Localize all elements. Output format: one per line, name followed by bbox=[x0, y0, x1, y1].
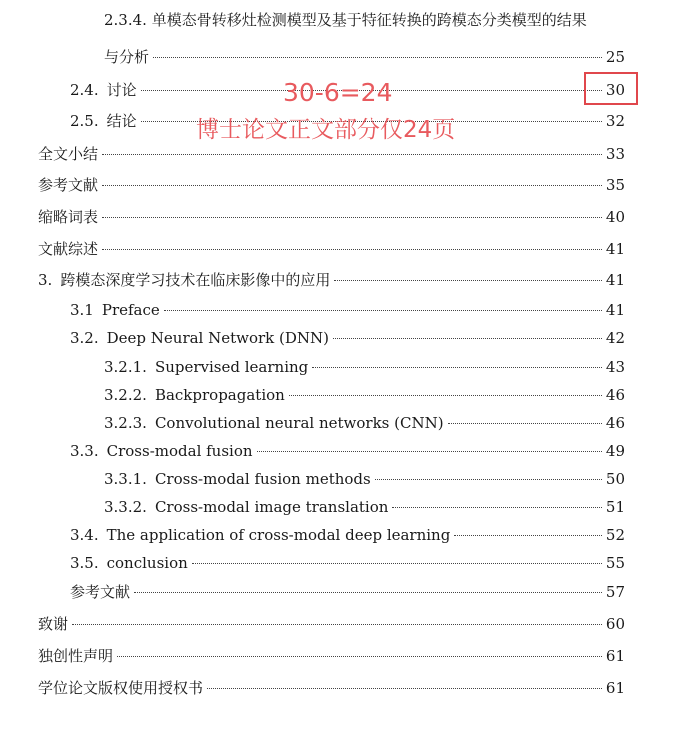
toc-entry-number: 3.2.1. bbox=[104, 358, 147, 376]
toc-entry-page: 50 bbox=[605, 470, 625, 488]
leader-dots bbox=[153, 57, 602, 58]
toc-entry-page: 35 bbox=[605, 176, 625, 194]
page-number-highlight-box bbox=[584, 72, 638, 105]
toc-entry-number: 3. bbox=[38, 271, 53, 289]
toc-entry-page: 46 bbox=[605, 386, 625, 404]
toc-entry-number: 3.3. bbox=[70, 442, 99, 460]
toc-entry bbox=[104, 47, 625, 67]
toc-entry bbox=[70, 582, 625, 602]
toc-entry bbox=[104, 385, 625, 405]
toc-entry bbox=[38, 270, 625, 290]
leader-dots bbox=[312, 367, 602, 368]
toc-entry-title: Convolutional neural networks (CNN) bbox=[154, 414, 444, 432]
toc-entry-title: The application of cross-modal deep learning bbox=[106, 526, 451, 544]
toc-entry bbox=[38, 678, 625, 698]
toc-entry-title: 缩略词表 bbox=[38, 208, 99, 226]
leader-dots bbox=[207, 688, 602, 689]
toc-entry bbox=[38, 144, 625, 164]
toc-entry-title: Backpropagation bbox=[154, 386, 285, 404]
toc-entry-page: 30 bbox=[605, 81, 625, 99]
toc-entry-title: Preface bbox=[101, 301, 160, 319]
toc-entry-title: conclusion bbox=[106, 554, 188, 572]
toc-entry-number: 3.3.2. bbox=[104, 498, 147, 516]
toc-entry-page: 43 bbox=[605, 358, 625, 376]
toc-entry-page: 52 bbox=[605, 526, 625, 544]
leader-dots bbox=[192, 563, 602, 564]
toc-entry bbox=[104, 413, 625, 433]
toc-entry-page: 46 bbox=[605, 414, 625, 432]
toc-entry-number: 3.4. bbox=[70, 526, 99, 544]
toc-entry-title: Supervised learning bbox=[154, 358, 309, 376]
leader-dots bbox=[102, 249, 602, 250]
toc-entry-page: 55 bbox=[605, 554, 625, 572]
toc-entry bbox=[104, 469, 625, 489]
toc-entry-title: 跨模态深度学习技术在临床影像中的应用 bbox=[60, 271, 331, 289]
toc-entry-title: 学位论文版权使用授权书 bbox=[38, 679, 204, 697]
leader-dots bbox=[102, 185, 602, 186]
toc-entry bbox=[38, 207, 625, 227]
toc-entry bbox=[38, 614, 625, 634]
leader-dots bbox=[334, 280, 602, 281]
toc-entry bbox=[70, 328, 625, 348]
toc-entry-number: 3.2.3. bbox=[104, 414, 147, 432]
toc-entry bbox=[104, 497, 625, 517]
toc-entry-page: 41 bbox=[605, 271, 625, 289]
annotation-note: 博士论文正文部分仅24页 bbox=[196, 117, 456, 143]
toc-entry-number: 3.2.2. bbox=[104, 386, 147, 404]
toc-entry-page: 49 bbox=[605, 442, 625, 460]
leader-dots bbox=[72, 624, 602, 625]
leader-dots bbox=[375, 479, 602, 480]
toc-entry-title: 全文小结 bbox=[38, 145, 99, 163]
toc-entry-number: 3.2. bbox=[70, 329, 99, 347]
toc-entry bbox=[70, 300, 625, 320]
toc-entry-page: 40 bbox=[605, 208, 625, 226]
leader-dots bbox=[392, 507, 601, 508]
toc-entry-number: 3.5. bbox=[70, 554, 99, 572]
annotation-equation: 30-6=24 bbox=[283, 78, 393, 107]
toc-entry-page: 61 bbox=[605, 679, 625, 697]
toc-entry-page: 60 bbox=[605, 615, 625, 633]
toc-entry-title: 独创性声明 bbox=[38, 647, 114, 665]
toc-entry-number: 2.4. bbox=[70, 81, 99, 99]
leader-dots bbox=[448, 423, 602, 424]
toc-entry bbox=[38, 175, 625, 195]
toc-entry-number: 3.3.1. bbox=[104, 470, 147, 488]
leader-dots bbox=[117, 656, 602, 657]
toc-entry-page: 41 bbox=[605, 240, 625, 258]
toc-entry bbox=[70, 441, 625, 461]
toc-entry-page: 33 bbox=[605, 145, 625, 163]
toc-entry-title: 参考文献 bbox=[70, 583, 131, 601]
leader-dots bbox=[102, 217, 602, 218]
leader-dots bbox=[257, 451, 602, 452]
toc-entry-title: 与分析 bbox=[104, 48, 150, 66]
toc-entry-page: 42 bbox=[605, 329, 625, 347]
toc-entry-title: 结论 bbox=[106, 112, 137, 130]
leader-dots bbox=[164, 310, 602, 311]
leader-dots bbox=[289, 395, 602, 396]
toc-entry-title: Cross-modal image translation bbox=[154, 498, 389, 516]
toc-entry-number: 2.5. bbox=[70, 112, 99, 130]
toc-entry-page: 32 bbox=[605, 112, 625, 130]
toc-entry-page: 25 bbox=[605, 48, 625, 66]
toc-entry-number: 3.1 bbox=[70, 301, 94, 319]
toc-entry bbox=[70, 553, 625, 573]
toc-entry-title: Cross-modal fusion bbox=[106, 442, 253, 460]
toc-entry-title: Cross-modal fusion methods bbox=[154, 470, 371, 488]
toc-entry-title: 致谢 bbox=[38, 615, 69, 633]
toc-entry-title: 讨论 bbox=[106, 81, 137, 99]
leader-dots bbox=[102, 154, 602, 155]
toc-entry-page: 51 bbox=[605, 498, 625, 516]
toc-entry-page: 61 bbox=[605, 647, 625, 665]
toc-entry-page: 57 bbox=[605, 583, 625, 601]
toc-entry-title: 文献综述 bbox=[38, 240, 99, 258]
toc-entry-2-3-4: 2.3.4. 单模态骨转移灶检测模型及基于特征转换的跨模态分类模型的结果 bbox=[104, 11, 587, 29]
toc-entry bbox=[70, 525, 625, 545]
leader-dots bbox=[333, 338, 602, 339]
leader-dots bbox=[134, 592, 602, 593]
toc-entry bbox=[104, 357, 625, 377]
leader-dots bbox=[454, 535, 602, 536]
toc-entry bbox=[38, 239, 625, 259]
toc-entry-title: 参考文献 bbox=[38, 176, 99, 194]
toc-entry-title: Deep Neural Network (DNN) bbox=[106, 329, 330, 347]
toc-entry bbox=[38, 646, 625, 666]
toc-entry-page: 41 bbox=[605, 301, 625, 319]
